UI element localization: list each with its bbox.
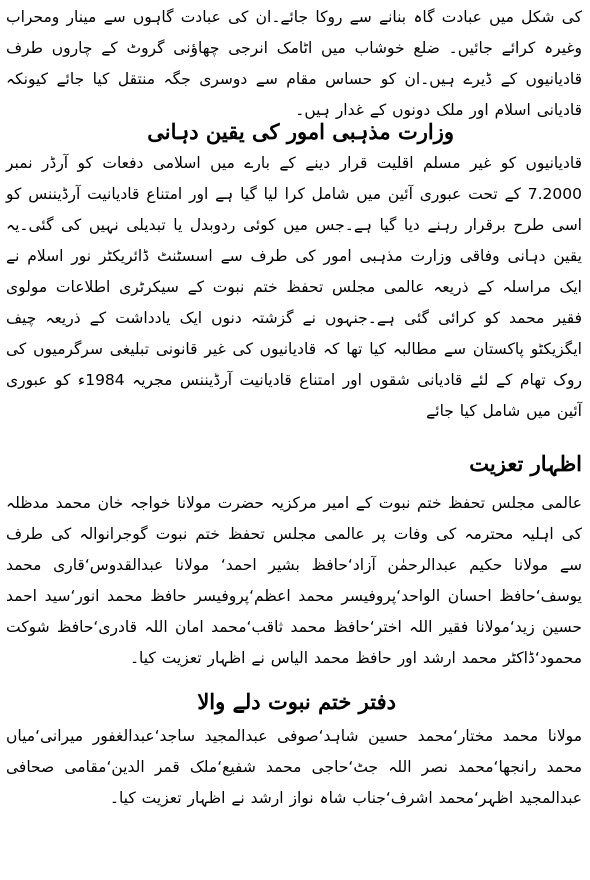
section-heading-ministry-assurance: وزارت مذہبی امور کی یقین دہانی bbox=[147, 119, 454, 144]
section-heading-dalay-wala-office: دفتر ختم نبوت دلے والا bbox=[197, 689, 396, 714]
ministry-assurance-paragraph: قادیانیوں کو غیر مسلم اقلیت قرار دینے کے بارے میں اسلامی دفعات کو آرڈر نمبر 7.2000 کے تحت عبوری آئین میں شامل کرا لیا گیا ہے اور امتناع قادیانیت آرڈیننس کو اسی طرح برقرار رہنے دیا گیا ہے۔جس میں کوئی ردوبدل یا تبدیلی نہیں کی گئی۔یہ یقین دہانی وفاقی وزارت مذہبی امور کی طرف سے اسسٹنٹ ڈائریکٹر نور اسلام نے ایک مراسلہ کے ذریعہ عالمی مجلس تحفظ ختم نبوت کے سیکرٹری اطلاعات مولوی فقیر محمد کو کرائی گئی ہے۔جنہوں نے گزشتہ دنوں ایک یادداشت کے ذریعہ چیف ایگزیکٹو پاکستان سے مطالبہ کیا تھا کہ قادیانیوں کی غیر قانونی تبلیغی سرگرمیوں کی روک تھام کے لئے قادیانی شقوں اور امتناع قادیانیت آرڈیننس مجریہ 1984ء کو عبوری آئین میں شامل کیا جائے bbox=[6, 154, 582, 420]
condolence-paragraph: عالمی مجلس تحفظ ختم نبوت کے امیر مرکزیہ حضرت مولانا خواجہ خان محمد مدظلہ کی اہلیہ محترمہ کی وفات پر عالمی مجلس تحفظ ختم نبوت گوجرانوالہ کی طرف سے مولانا حکیم عبدالرحمٰن آزاد‘حافظ بشیر احمد‘ مولانا عبدالقدوس‘قاری محمد یوسف‘حافظ احسان الواحد‘پروفیسر محمد اعظم‘پروفیسر حافظ محمد انور‘سید احمد حسین زید‘مولانا فقیر اللہ اختر‘حافظ محمد ثاقب‘محمد امان اللہ قادری‘حافظ شوکت محمود‘ڈاکٹر محمد ارشد اور حافظ محمد الیاس نے اظہار تعزیت کیا۔ bbox=[6, 494, 582, 667]
intro-paragraph: کی شکل میں عبادت گاہ بنانے سے روکا جائے۔ان کی عبادت گاہوں سے مینار ومحراب وغیرہ کرائے جائیں۔ ضلع خوشاب میں اٹامک انرجی چھاؤنی گروٹ کے چاروں طرف قادیانیوں کے ڈیرے ہیں۔ان کو حساس مقام سے دوسری جگہ منتقل کیا جائے کیونکہ قادیانی اسلام اور ملک دونوں کے غدار ہیں۔ bbox=[6, 8, 582, 119]
dalay-wala-office-paragraph: مولانا محمد مختار‘محمد حسین شاہد‘صوفی عبدالمجید ساجد‘عبدالغفور میرانی‘میاں محمد رانجھا‘محمد نصر اللہ جٹ‘حاجی محمد شفیع‘ملک قمر الدین‘مقامی صحافی عبدالمجید اظہر‘محمد اشرف‘جناب شاہ نواز ارشد نے اظہار تعزیت کیا۔ bbox=[6, 727, 582, 807]
section-heading-condolence: اظہار تعزیت bbox=[469, 451, 582, 476]
